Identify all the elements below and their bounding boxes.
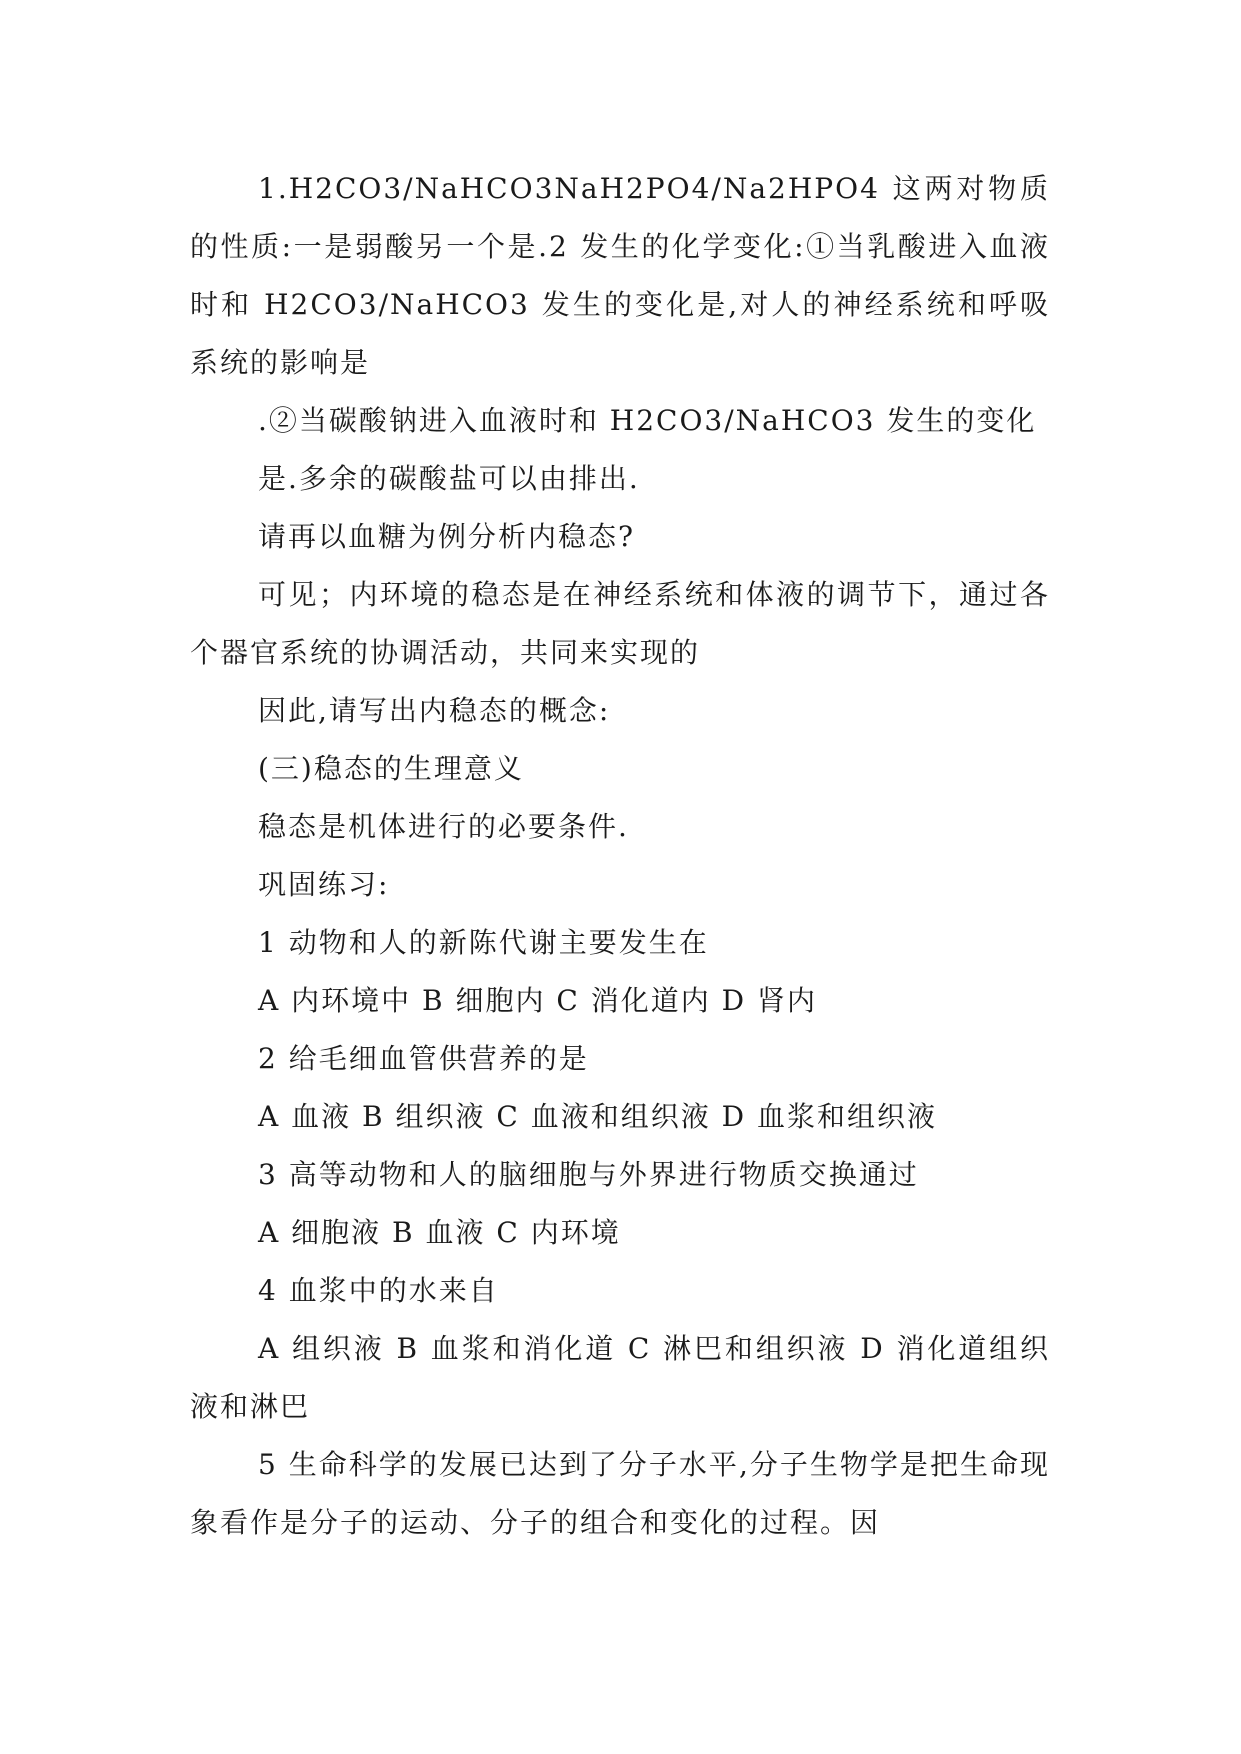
paragraph-concept-prompt: 因此,请写出内稳态的概念: xyxy=(258,694,611,727)
paragraph-buffer-pairs: 1.H2CO3/NaHCO3NaH2PO4/Na2HPO4 这两对物质的性质:一是弱酸另一个是.2 发生的化学变化:①当乳酸进入血液时和 H2CO3/NaHCO3 发生的变化是,对人的神经系统和呼吸系统的影响是 xyxy=(190,172,1050,379)
question-5: 5 生命科学的发展已达到了分子水平,分子生物学是把生命现象看作是分子的运动、分子的组合和变化的过程。因 xyxy=(190,1448,1050,1539)
paragraph-necessary-condition: 稳态是机体进行的必要条件. xyxy=(258,810,629,843)
question-4-options: A 组织液 B 血浆和消化道 C 淋巴和组织液 D 消化道组织液和淋巴 xyxy=(190,1332,1050,1423)
question-2: 2 给毛细血管供营养的是 xyxy=(258,1042,589,1075)
paragraph-carbonate-excretion: 是.多余的碳酸盐可以由排出. xyxy=(258,462,640,495)
section-heading-significance: (三)稳态的生理意义 xyxy=(258,752,524,785)
paragraph-homeostasis-conclusion: 可见；内环境的稳态是在神经系统和体液的调节下，通过各个器官系统的协调活动，共同来实现的 xyxy=(190,578,1050,669)
question-3: 3 高等动物和人的脑细胞与外界进行物质交换通过 xyxy=(258,1158,919,1191)
paragraph-blood-sugar-question: 请再以血糖为例分析内稳态? xyxy=(258,520,636,553)
exercise-heading: 巩固练习: xyxy=(258,868,390,901)
question-4: 4 血浆中的水来自 xyxy=(258,1274,499,1307)
question-1: 1 动物和人的新陈代谢主要发生在 xyxy=(258,926,709,959)
question-3-options: A 细胞液 B 血液 C 内环境 xyxy=(258,1216,621,1249)
question-2-options: A 血液 B 组织液 C 血液和组织液 D 血浆和组织液 xyxy=(258,1100,937,1133)
document-body xyxy=(190,160,1050,1552)
question-1-options: A 内环境中 B 细胞内 C 消化道内 D 肾内 xyxy=(258,984,817,1017)
paragraph-sodium-carbonate: .②当碳酸钠进入血液时和 H2CO3/NaHCO3 发生的变化 xyxy=(258,404,1037,437)
